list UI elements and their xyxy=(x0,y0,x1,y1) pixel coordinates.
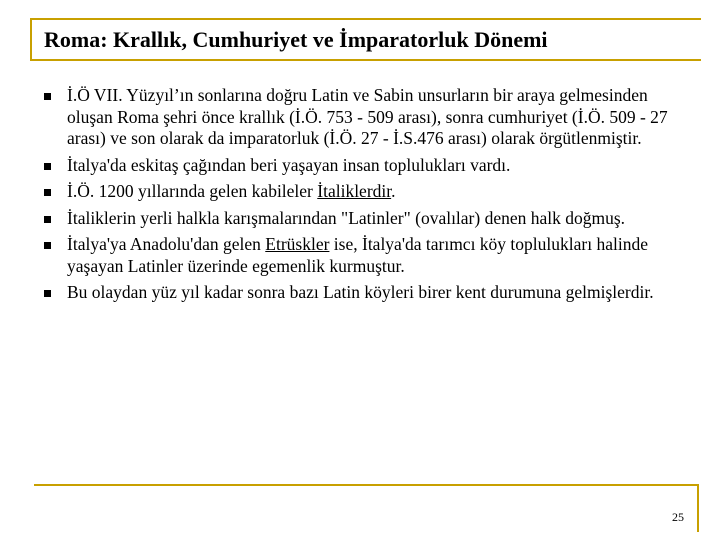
underlined-term-etruskler: Etrüskler xyxy=(265,234,330,254)
bullet-text-part: İ.Ö. 1200 yıllarında gelen kabileler xyxy=(67,181,318,201)
bullet-list xyxy=(40,85,680,309)
bullet-text-part: İtalya'ya Anadolu'dan gelen xyxy=(67,234,266,254)
bullet-item xyxy=(40,208,680,230)
bullet-text xyxy=(67,155,510,175)
bullet-text xyxy=(67,85,668,148)
bullet-text xyxy=(67,282,654,302)
bullet-text-part: İtalya'da eskitaş çağından beri yaşayan insan toplulukları vardı. xyxy=(67,154,511,175)
footer-right-rule xyxy=(697,484,699,532)
bullet-item xyxy=(40,234,680,277)
bullet-item xyxy=(40,181,680,203)
title-top-rule xyxy=(30,18,701,20)
slide-title: Roma: Krallık, Cumhuriyet ve İmparatorluk Dönemi xyxy=(44,27,548,52)
footer-rule xyxy=(34,484,698,486)
square-bullet-icon xyxy=(44,216,51,223)
square-bullet-icon xyxy=(44,93,51,100)
bullet-item xyxy=(40,155,680,177)
title-left-rule xyxy=(30,18,32,60)
title-underline-rule xyxy=(30,59,701,61)
bullet-text xyxy=(67,234,648,276)
page-number: 25 xyxy=(672,510,684,524)
square-bullet-icon xyxy=(44,290,51,297)
bullet-text-part: İtaliklerin yerli halkla karışmalarından "Latinler" (ovalılar) denen halk doğmuş. xyxy=(67,207,626,228)
bullet-item xyxy=(40,85,680,150)
bullet-text-part: ise, İtalya'da tarımcı köy toplulukları halinde yaşayan Latinler üzerinde egemenlik kurmuştur. xyxy=(67,234,648,276)
square-bullet-icon xyxy=(44,189,51,196)
bullet-text xyxy=(67,181,396,201)
bullet-text xyxy=(67,208,625,228)
bullet-item xyxy=(40,282,680,304)
square-bullet-icon xyxy=(44,163,51,170)
bullet-text-part: . xyxy=(391,181,396,201)
bullet-text-part: Bu olaydan yüz yıl kadar sonra bazı Latin köyleri birer kent durumuna gelmişlerdir. xyxy=(67,282,654,302)
bullet-text-part: İ.Ö VII. Yüzyıl’ın sonlarına doğru Latin ve Sabin unsurların bir araya gelmesinden oluşan Roma şehri önce krallık (İ.Ö. 753 - 509 arası), sonra cumhuriyet (İ.Ö. 509 - 27 arası) ve son olarak da imparatorluk (İ.Ö. 27 - İ.S.476 arası) olarak örgütlenmiştir. xyxy=(67,85,668,148)
square-bullet-icon xyxy=(44,242,51,249)
underlined-term-italikler: İtaliklerdir xyxy=(317,181,392,201)
